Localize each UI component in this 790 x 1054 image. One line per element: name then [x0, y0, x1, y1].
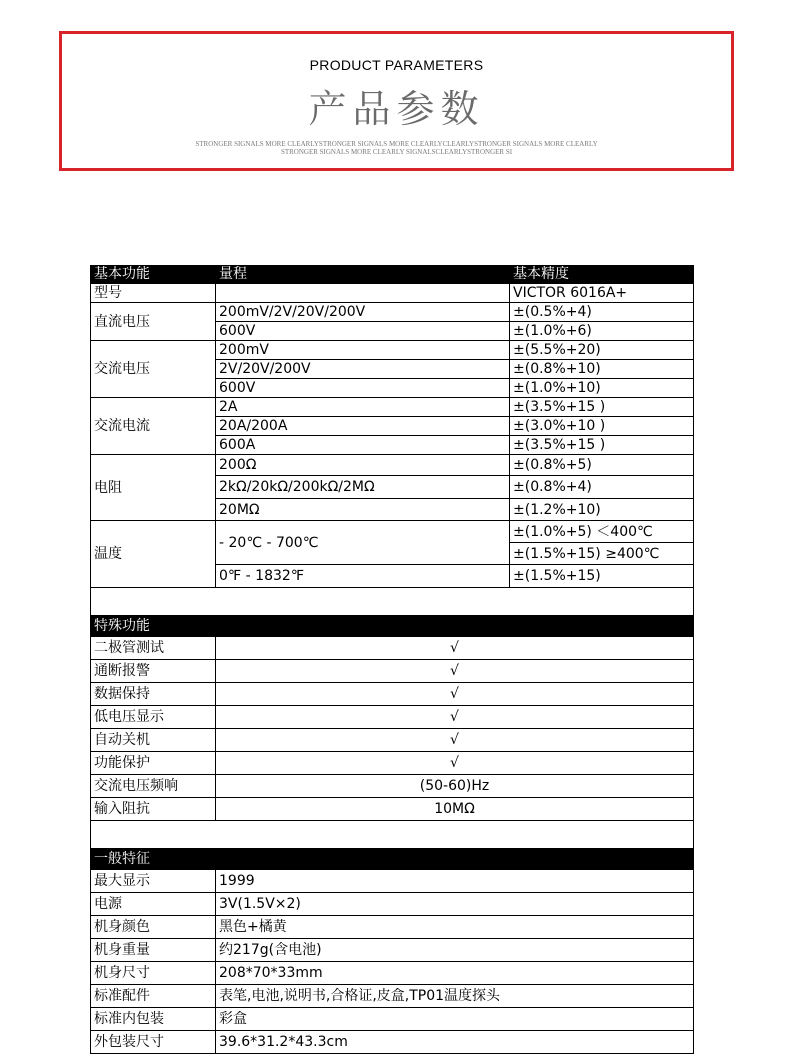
model-value: VICTOR 6016A+	[510, 284, 694, 303]
header-range: 量程	[216, 266, 510, 284]
special-value: (50-60)Hz	[216, 775, 694, 798]
table-row	[91, 916, 694, 939]
general-label: 机身尺寸	[91, 962, 216, 985]
range-cell: 600A	[216, 436, 510, 455]
temp-accuracy-c2: ±(1.5%+15) ≥400℃	[510, 543, 694, 565]
table-row	[91, 683, 694, 706]
special-label: 二极管测试	[91, 637, 216, 660]
special-value: √	[216, 752, 694, 775]
temp-range-c: - 20℃ - 700℃	[216, 521, 510, 565]
temp-accuracy-f: ±(1.5%+15)	[510, 565, 694, 588]
table-row	[91, 1008, 694, 1031]
general-value: 3V(1.5V×2)	[216, 893, 694, 916]
special-label: 通断报警	[91, 660, 216, 683]
table-row	[91, 660, 694, 683]
subtitle-line-1: STRONGER SIGNALS MORE CLEARLYSTRONGER SIGNALS MORE CLEARLYCLEARLYSTRONGER SIGNALS MORE CLEARLY	[195, 140, 598, 148]
general-header: 一般特征	[91, 849, 694, 870]
special-value: √	[216, 729, 694, 752]
special-value: √	[216, 683, 694, 706]
general-value: 39.6*31.2*43.3cm	[216, 1031, 694, 1054]
accuracy-cell: ±(0.5%+4)	[510, 303, 694, 322]
range-cell: 20A/200A	[216, 417, 510, 436]
general-value: 208*70*33mm	[216, 962, 694, 985]
general-label: 机身颜色	[91, 916, 216, 939]
special-label: 功能保护	[91, 752, 216, 775]
title-chinese: 产品参数	[308, 87, 485, 131]
temp-accuracy-c1: ±(1.0%+5) ＜400℃	[510, 521, 694, 543]
header-subtitle	[162, 140, 631, 156]
range-cell: 200mV	[216, 341, 510, 360]
subtitle-line-2: STRONGER SIGNALS MORE CLEARLY SIGNALSCLEARLYSTRONGER SI	[280, 148, 513, 156]
table-row	[91, 303, 694, 322]
special-value: √	[216, 637, 694, 660]
accuracy-cell: ±(5.5%+20)	[510, 341, 694, 360]
accuracy-cell: ±(0.8%+4)	[510, 476, 694, 499]
general-value: 表笔,电池,说明书,合格证,皮盒,TP01温度探头	[216, 985, 694, 1008]
general-label: 最大显示	[91, 870, 216, 893]
special-value: √	[216, 706, 694, 729]
spec-table	[90, 265, 694, 1054]
table-row	[91, 706, 694, 729]
special-value: √	[216, 660, 694, 683]
table-row	[91, 752, 694, 775]
accuracy-cell: ±(1.2%+10)	[510, 499, 694, 521]
general-value: 1999	[216, 870, 694, 893]
general-value: 约217g(含电池)	[216, 939, 694, 962]
table-row	[91, 870, 694, 893]
table-row	[91, 939, 694, 962]
spacer-cell	[91, 821, 694, 849]
spacer-row	[91, 588, 694, 616]
model-row	[91, 284, 694, 303]
temp-label: 温度	[91, 521, 216, 588]
range-cell: 200Ω	[216, 455, 510, 476]
table-row	[91, 893, 694, 916]
range-cell: 20MΩ	[216, 499, 510, 521]
general-label: 电源	[91, 893, 216, 916]
accuracy-cell: ±(1.0%+10)	[510, 379, 694, 398]
accuracy-cell: ±(3.5%+15 )	[510, 436, 694, 455]
special-value: 10MΩ	[216, 798, 694, 821]
spacer-cell	[91, 588, 694, 616]
accuracy-cell: ±(3.5%+15 )	[510, 398, 694, 417]
special-header-row	[91, 616, 694, 637]
accuracy-cell: ±(1.0%+6)	[510, 322, 694, 341]
accuracy-cell: ±(0.8%+5)	[510, 455, 694, 476]
temp-range-f: 0℉ - 1832℉	[216, 565, 510, 588]
accuracy-cell: ±(0.8%+10)	[510, 360, 694, 379]
special-label: 交流电压频响	[91, 775, 216, 798]
special-label: 低电压显示	[91, 706, 216, 729]
general-value: 黑色+橘黄	[216, 916, 694, 939]
table-row	[91, 798, 694, 821]
table-row	[91, 521, 694, 543]
table-row	[91, 341, 694, 360]
table-row	[91, 775, 694, 798]
range-cell: 2A	[216, 398, 510, 417]
table-row	[91, 729, 694, 752]
accuracy-cell: ±(3.0%+10 )	[510, 417, 694, 436]
general-label: 外包装尺寸	[91, 1031, 216, 1054]
dcv-label: 直流电压	[91, 303, 216, 341]
special-label: 自动关机	[91, 729, 216, 752]
special-label: 数据保持	[91, 683, 216, 706]
basic-header-row	[91, 266, 694, 284]
table-row	[91, 398, 694, 417]
general-label: 标准配件	[91, 985, 216, 1008]
header-banner	[59, 31, 734, 171]
table-row	[91, 455, 694, 476]
general-label: 机身重量	[91, 939, 216, 962]
model-range-empty	[216, 284, 510, 303]
general-header-row	[91, 849, 694, 870]
general-value: 彩盒	[216, 1008, 694, 1031]
table-row	[91, 985, 694, 1008]
range-cell: 600V	[216, 322, 510, 341]
special-label: 输入阻抗	[91, 798, 216, 821]
special-header: 特殊功能	[91, 616, 694, 637]
header-accuracy: 基本精度	[510, 266, 694, 284]
general-label: 标准内包装	[91, 1008, 216, 1031]
range-cell: 200mV/2V/20V/200V	[216, 303, 510, 322]
table-row	[91, 1031, 694, 1054]
res-label: 电阻	[91, 455, 216, 521]
header-basic-function: 基本功能	[91, 266, 216, 284]
table-row	[91, 962, 694, 985]
model-label: 型号	[91, 284, 216, 303]
acv-label: 交流电压	[91, 341, 216, 398]
range-cell: 600V	[216, 379, 510, 398]
range-cell: 2V/20V/200V	[216, 360, 510, 379]
title-english: PRODUCT PARAMETERS	[309, 57, 484, 73]
spacer-row	[91, 821, 694, 849]
table-row	[91, 637, 694, 660]
range-cell: 2kΩ/20kΩ/200kΩ/2MΩ	[216, 476, 510, 499]
aca-label: 交流电流	[91, 398, 216, 455]
